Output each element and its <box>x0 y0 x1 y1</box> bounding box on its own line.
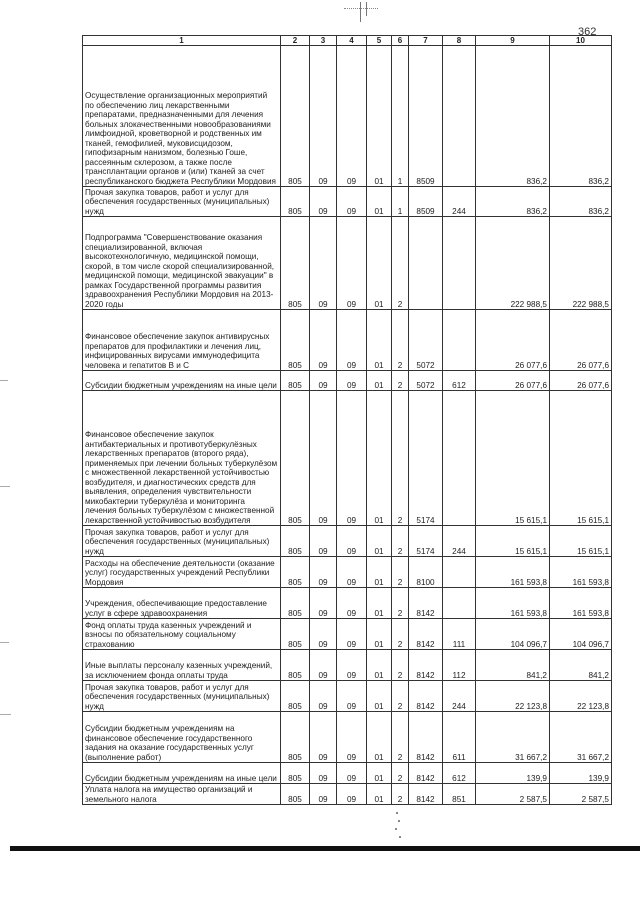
subprogram-code: 2 <box>392 391 409 526</box>
program-code: 01 <box>367 712 392 763</box>
table-row <box>83 619 612 650</box>
ministry-code: 805 <box>281 310 310 371</box>
subprogram-code: 2 <box>392 371 409 391</box>
program-code: 01 <box>367 187 392 217</box>
amount: 836,2 <box>476 46 550 187</box>
ministry-code: 805 <box>281 650 310 681</box>
program-code: 01 <box>367 681 392 712</box>
ministry-code: 805 <box>281 391 310 526</box>
ministry-code: 805 <box>281 371 310 391</box>
section-code: 09 <box>310 712 337 763</box>
target-article-code: 5174 <box>409 391 443 526</box>
scan-tick <box>0 642 9 643</box>
ministry-code: 805 <box>281 217 310 310</box>
section-code: 09 <box>310 763 337 784</box>
column-header: 6 <box>392 36 409 46</box>
amount-total: 161 593,8 <box>550 557 612 588</box>
ministry-code: 805 <box>281 681 310 712</box>
amount: 161 593,8 <box>476 557 550 588</box>
expense-type-code <box>443 217 476 310</box>
table-row <box>83 310 612 371</box>
target-article-code: 8142 <box>409 619 443 650</box>
target-article-code: 8509 <box>409 187 443 217</box>
subprogram-code: 2 <box>392 526 409 557</box>
expense-type-code: 612 <box>443 763 476 784</box>
ministry-code: 805 <box>281 187 310 217</box>
target-article-code: 8142 <box>409 712 443 763</box>
expense-type-code: 244 <box>443 681 476 712</box>
subprogram-code: 2 <box>392 588 409 619</box>
section-code: 09 <box>310 619 337 650</box>
amount: 841,2 <box>476 650 550 681</box>
ministry-code: 805 <box>281 712 310 763</box>
column-header: 4 <box>337 36 367 46</box>
table-row <box>83 391 612 526</box>
program-code: 01 <box>367 391 392 526</box>
program-code: 01 <box>367 526 392 557</box>
target-article-code: 5174 <box>409 526 443 557</box>
scan-border-bottom <box>10 846 640 851</box>
subprogram-code: 2 <box>392 310 409 371</box>
section-code: 09 <box>310 588 337 619</box>
subsection-code: 09 <box>337 784 367 805</box>
ministry-code: 805 <box>281 619 310 650</box>
amount: 222 988,5 <box>476 217 550 310</box>
scan-tick <box>0 380 8 381</box>
budget-table <box>82 35 612 805</box>
table-row <box>83 681 612 712</box>
section-code: 09 <box>310 217 337 310</box>
amount: 161 593,8 <box>476 588 550 619</box>
table-row <box>83 557 612 588</box>
amount-total: 2 587,5 <box>550 784 612 805</box>
expense-name: Осуществление организационных мероприятий по обеспечению лиц лекарственными препаратами, предназначенными для лечения больных злокачественными новообразованиями лимфоидной, кроветворной и родственных им тканей, гемофилией, муковисцидозом, гипофизарным нанизмом, болезнью Гоше, рассеянным склерозом, а также после трансплантации органов и (или) тканей за счет республиканского бюджета Республики Мордовия <box>83 46 281 187</box>
expense-name: Прочая закупка товаров, работ и услуг для обеспечения государственных (муниципальных) нужд <box>83 187 281 217</box>
column-header: 10 <box>550 36 612 46</box>
target-article-code: 8142 <box>409 763 443 784</box>
expense-type-code <box>443 588 476 619</box>
subprogram-code: 1 <box>392 46 409 187</box>
amount-total: 22 123,8 <box>550 681 612 712</box>
subsection-code: 09 <box>337 557 367 588</box>
ministry-code: 805 <box>281 588 310 619</box>
subprogram-code: 1 <box>392 187 409 217</box>
section-code: 09 <box>310 650 337 681</box>
scan-artifact-top <box>340 2 400 24</box>
subsection-code: 09 <box>337 187 367 217</box>
column-header: 5 <box>367 36 392 46</box>
program-code: 01 <box>367 650 392 681</box>
ministry-code: 805 <box>281 46 310 187</box>
column-header: 8 <box>443 36 476 46</box>
expense-type-code: 244 <box>443 526 476 557</box>
table-row <box>83 217 612 310</box>
expense-type-code <box>443 391 476 526</box>
subsection-code: 09 <box>337 391 367 526</box>
expense-name: Учреждения, обеспечивающие предоставление услуг в сфере здравоохранения <box>83 588 281 619</box>
amount-total: 15 615,1 <box>550 526 612 557</box>
target-article-code: 8142 <box>409 588 443 619</box>
program-code: 01 <box>367 619 392 650</box>
amount-total: 841,2 <box>550 650 612 681</box>
ministry-code: 805 <box>281 763 310 784</box>
scan-tick <box>0 714 11 715</box>
program-code: 01 <box>367 763 392 784</box>
expense-name: Финансовое обеспечение закупок антивирусных препаратов для профилактики и лечения лиц, инфицированных вирусами иммунодефицита человека и гепатитов В и С <box>83 310 281 371</box>
subsection-code: 09 <box>337 681 367 712</box>
subprogram-code: 2 <box>392 763 409 784</box>
table-row <box>83 187 612 217</box>
amount: 15 615,1 <box>476 526 550 557</box>
amount-total: 31 667,2 <box>550 712 612 763</box>
ministry-code: 805 <box>281 784 310 805</box>
subprogram-code: 2 <box>392 784 409 805</box>
target-article-code: 8142 <box>409 784 443 805</box>
target-article-code: 8142 <box>409 650 443 681</box>
subprogram-code: 2 <box>392 650 409 681</box>
expense-name: Субсидии бюджетным учреждениям на иные цели <box>83 371 281 391</box>
column-header: 1 <box>83 36 281 46</box>
subsection-code: 09 <box>337 712 367 763</box>
program-code: 01 <box>367 784 392 805</box>
expense-type-code <box>443 46 476 187</box>
table-row <box>83 588 612 619</box>
amount: 31 667,2 <box>476 712 550 763</box>
expense-name: Фонд оплаты труда казенных учреждений и взносы по обязательному социальному страхованию <box>83 619 281 650</box>
expense-name: Уплата налога на имущество организаций и земельного налога <box>83 784 281 805</box>
amount: 26 077,6 <box>476 310 550 371</box>
subsection-code: 09 <box>337 763 367 784</box>
program-code: 01 <box>367 557 392 588</box>
amount-total: 222 988,5 <box>550 217 612 310</box>
target-article-code: 5072 <box>409 310 443 371</box>
table-row <box>83 371 612 391</box>
subprogram-code: 2 <box>392 217 409 310</box>
program-code: 01 <box>367 310 392 371</box>
amount-total: 139,9 <box>550 763 612 784</box>
section-code: 09 <box>310 46 337 187</box>
section-code: 09 <box>310 187 337 217</box>
expense-type-code: 851 <box>443 784 476 805</box>
amount-total: 161 593,8 <box>550 588 612 619</box>
subsection-code: 09 <box>337 310 367 371</box>
ministry-code: 805 <box>281 557 310 588</box>
subsection-code: 09 <box>337 217 367 310</box>
subprogram-code: 2 <box>392 681 409 712</box>
column-header: 3 <box>310 36 337 46</box>
target-article-code: 5072 <box>409 371 443 391</box>
target-article-code: 8100 <box>409 557 443 588</box>
subsection-code: 09 <box>337 526 367 557</box>
amount-total: 26 077,6 <box>550 371 612 391</box>
table-header-row <box>83 36 612 46</box>
target-article-code <box>409 217 443 310</box>
expense-name: Прочая закупка товаров, работ и услуг для обеспечения государственных (муниципальных) нужд <box>83 681 281 712</box>
expense-name: Подпрограмма "Совершенствование оказания специализированной, включая высокотехнологичную, медицинской помощи, скорой, в том числе скорой специализированной, медицинской помощи, медицинской эвакуации" в рамках Государственной программы развития здравоохранения Республики Мордовия на 2013-2020 годы <box>83 217 281 310</box>
target-article-code: 8142 <box>409 681 443 712</box>
expense-type-code: 612 <box>443 371 476 391</box>
expense-name: Иные выплаты персоналу казенных учреждений, за исключением фонда оплаты труда <box>83 650 281 681</box>
program-code: 01 <box>367 588 392 619</box>
expense-name: Расходы на обеспечение деятельности (оказание услуг) государственных учреждений Республики Мордовия <box>83 557 281 588</box>
expense-name: Финансовое обеспечение закупок антибактериальных и противотуберкулёзных лекарственных препаратов (второго ряда), применяемых при лечении больных туберкулёзом с множественной лекарственной устойчивостью возбудителя, и диагностических средств для выявления, определения чувствительности микобактерии туберкулёза и мониторинга лечения больных туберкулёзом с множественной лекарственной устойчивостью возбудителя <box>83 391 281 526</box>
column-header: 9 <box>476 36 550 46</box>
amount: 104 096,7 <box>476 619 550 650</box>
section-code: 09 <box>310 391 337 526</box>
table-row <box>83 46 612 187</box>
section-code: 09 <box>310 784 337 805</box>
scan-tick <box>0 486 10 487</box>
amount-total: 15 615,1 <box>550 391 612 526</box>
subsection-code: 09 <box>337 650 367 681</box>
program-code: 01 <box>367 371 392 391</box>
table-row <box>83 712 612 763</box>
section-code: 09 <box>310 557 337 588</box>
section-code: 09 <box>310 681 337 712</box>
expense-type-code: 244 <box>443 187 476 217</box>
expense-type-code: 112 <box>443 650 476 681</box>
amount-total: 104 096,7 <box>550 619 612 650</box>
amount: 15 615,1 <box>476 391 550 526</box>
amount: 26 077,6 <box>476 371 550 391</box>
page-number: 362 <box>578 26 597 38</box>
table-row <box>83 526 612 557</box>
ministry-code: 805 <box>281 526 310 557</box>
subprogram-code: 2 <box>392 557 409 588</box>
subsection-code: 09 <box>337 46 367 187</box>
column-header: 2 <box>281 36 310 46</box>
amount-total: 836,2 <box>550 187 612 217</box>
amount: 2 587,5 <box>476 784 550 805</box>
subsection-code: 09 <box>337 619 367 650</box>
amount-total: 836,2 <box>550 46 612 187</box>
subprogram-code: 2 <box>392 712 409 763</box>
program-code: 01 <box>367 46 392 187</box>
amount: 22 123,8 <box>476 681 550 712</box>
amount: 836,2 <box>476 187 550 217</box>
table-row <box>83 784 612 805</box>
section-code: 09 <box>310 526 337 557</box>
program-code: 01 <box>367 217 392 310</box>
subsection-code: 09 <box>337 371 367 391</box>
expense-type-code <box>443 310 476 371</box>
section-code: 09 <box>310 371 337 391</box>
subprogram-code: 2 <box>392 619 409 650</box>
section-code: 09 <box>310 310 337 371</box>
amount: 139,9 <box>476 763 550 784</box>
scan-artifact-bottom <box>392 810 404 844</box>
expense-name: Субсидии бюджетным учреждениям на иные цели <box>83 763 281 784</box>
expense-name: Субсидии бюджетным учреждениям на финансовое обеспечение государственного задания на оказание государственных услуг (выполнение работ) <box>83 712 281 763</box>
table-row <box>83 650 612 681</box>
target-article-code: 8509 <box>409 46 443 187</box>
subsection-code: 09 <box>337 588 367 619</box>
amount-total: 26 077,6 <box>550 310 612 371</box>
expense-type-code: 611 <box>443 712 476 763</box>
expense-type-code <box>443 557 476 588</box>
expense-type-code: 111 <box>443 619 476 650</box>
column-header: 7 <box>409 36 443 46</box>
table-row <box>83 763 612 784</box>
expense-name: Прочая закупка товаров, работ и услуг для обеспечения государственных (муниципальных) нужд <box>83 526 281 557</box>
